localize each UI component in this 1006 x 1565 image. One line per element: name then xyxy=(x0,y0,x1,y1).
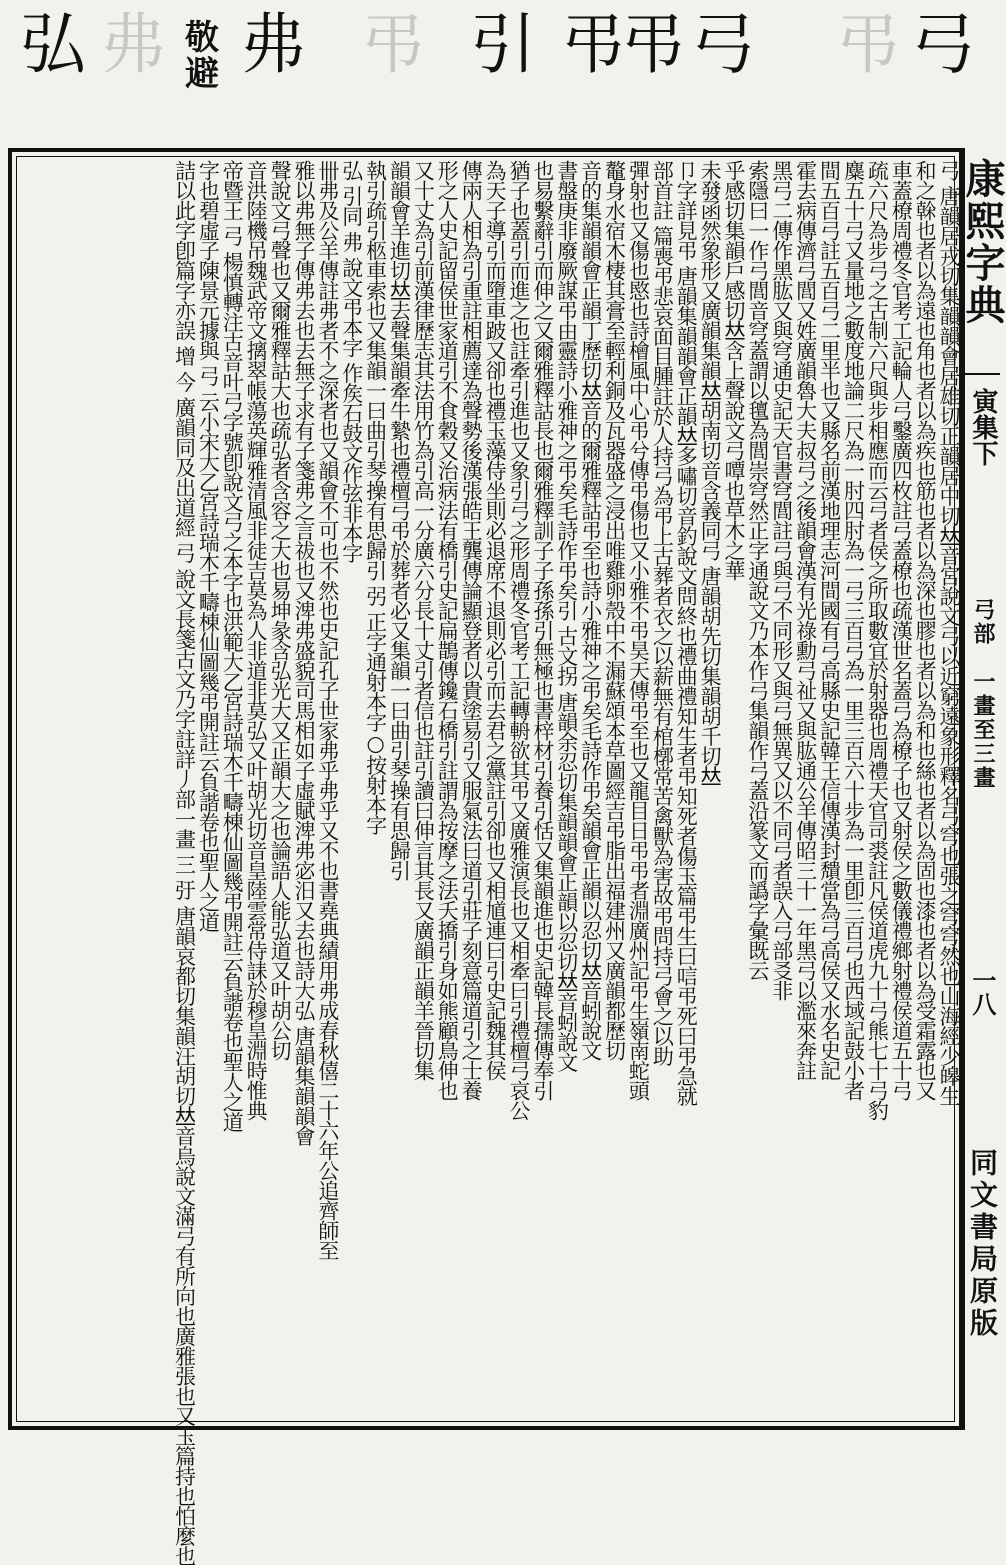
text-column: 卩字詳見弔 唐韻集韻韻會正韻𠀤多嘯切音釣說文問終也禮曲禮知生者弔知死者傷玉篇弔生曰唁弔死曰弔急就 xyxy=(674,160,699,1106)
text-column: 音洪陸機吊魏武帝文摛翠帳蕩英輝雅清風非徒吉莫為人非道非莫弘又叶胡光切音皇陸雲常侍誄於穆皇淵時惟典 xyxy=(244,160,269,1120)
text-column: 彈射也又傷也愍也詩檜風中心弔兮傳弔傷也又小雅不弔昊天傳弔至也又龍目日弔弔者淵廣州記弔生嶺南蛇頭 xyxy=(626,160,651,1100)
header-char: 弔 xyxy=(620,6,686,83)
text-column: 索隱曰一作弓閭音穹蓋謂以氊為閭崇穹然正字通說文乃本作弓集韻作弓蓋沿篆文而譌字彙既云 xyxy=(745,160,770,980)
right-margin xyxy=(959,148,1006,1430)
header-char: 弔 xyxy=(560,6,626,83)
text-column: 詰以此字卽篇字亦誤 增 今 廣韻同及出道經 弓 說文長箋古文乃字註詳丿部一畫 三 弙 唐韻哀都切集韻汪胡切𠀤音烏說文滿弓有所向也廣雅張也又玉篇持也怕麼也 xyxy=(172,160,197,1565)
text-column: 帝暨王 弓 楊慎轉注古音叶弓字號卽說文弓之本字也洪範大乙宮詩瑞木千疇棟仙圖幾弔開註云負諧卷也聖人之道 xyxy=(220,160,245,1132)
text-column: 音的集韻韻會正韻丁歷切𠀤音的爾雅釋詁弔至也詩小雅神之弔矣毛詩作弔矣韻會正韻以忍切𠀤音蚓說文 xyxy=(578,160,603,1060)
publisher-label: 同文書局原版 xyxy=(966,1148,999,1340)
header-char: 弔 xyxy=(835,6,901,83)
text-column: 和之榦也者以為遠也角也者以為疾也筋也者以為深也膠也者以為和也絲也者以為固也漆也者以為受霜露也又 xyxy=(913,160,938,1100)
text-column: 字也碧虛子陳景元據與 弓 云小宋大乙宮詩瑞木千疇棟仙圖幾弔開註云負諧卷也聖人之道 xyxy=(196,160,221,932)
radical-label: 弓部 一畫至三畫 xyxy=(970,598,996,790)
text-column: 弓 唐韻居戎切集韻韻會居雄切正韻居中切𠀤音宮說文弓以近窮遠象形釋名弓穹也張之穹穹然也山海經少皞生 xyxy=(937,160,961,1106)
header-char: 弓 xyxy=(910,6,976,83)
text-column: 書盤庚非廢厥謀弔由靈詩小雅神之弔矣毛詩作弔矣引 古文拐 唐韻余忍切集韻韻會正韻以忍切𠀤音蚓說文 xyxy=(554,160,579,1072)
text-column: 傳兩人相為引重註相薦達為聲勢後漢張皓王龔傳論顯登者以貴塗易引又服氣法曰道引莊子刻意篇道引之士養 xyxy=(459,160,484,1100)
text-column: 又十丈為引前漢律歷志其法用竹為引高一分廣六分長十丈引者信也註引讀曰伸言其長又廣韻正韻羊晉切集 xyxy=(411,160,436,1080)
text-columns xyxy=(26,160,961,1565)
text-column: 猶子也蓋引而進之也註牽引進也又象引弓之形周禮冬官考工記轉輈欲其弔又廣雅演長也又相牽曰引禮檀弓哀公 xyxy=(506,160,531,1120)
header-char: 弘 xyxy=(20,6,86,83)
text-column: 車蓋橑周禮冬官考工記輪人弓鑿廣四枚註弓蓋橑也疏漢世名蓋弓為橑子也又射侯之數儀禮鄉射禮侯道五十弓 xyxy=(889,160,914,1100)
text-column: 霍去病傳濟弓閭又姓廣韻魯大夫叔弓之後韻會漢有光祿勳弓祉又與肱通公羊傳昭三十一年黑弓以濫來奔註 xyxy=(793,160,818,1080)
header-char: 引 xyxy=(470,6,536,83)
text-column: 部首註 篇喪弔悲哀面目腫註於人持弓為弔上古葬者衣之以薪無有棺槨常苦禽獸為害故弔問持弓會之以助 xyxy=(650,160,675,1066)
text-column: 黑弓二傳作黑肱又與穹通史記天官書穹閭註弓與弓不同形又與弓無異又以不同弓者誤入弓部㕛非 xyxy=(769,160,794,1000)
text-column: 未發函然象形又廣韻集韻𠀤胡南切音含義同弓 唐韻胡先切集韻胡千切𠀤 xyxy=(698,160,723,786)
text-column: 弘 引同 弗 說文弔本字 作矦石鼓文作弦非本字 xyxy=(339,160,364,563)
text-column: 形之人史記留侯世家道引不食穀又治病法有橋引史記扁鵲傳鑱石橋引註謂為按摩之法夭撟引身如熊顧鳥伸也 xyxy=(435,160,460,1100)
margin-divider xyxy=(965,373,1000,375)
page-number: 一八 xyxy=(968,968,997,1016)
header-jingbi-note: 敬避 xyxy=(185,18,219,94)
text-column: 執引疏引柩車索也又集韻一曰曲引琴操有思歸引 弜 正字通射本字○按射本字 xyxy=(363,160,388,835)
page-frame xyxy=(8,148,963,1565)
header-char: 弔 xyxy=(360,6,426,83)
text-column: 鼇身水宿木棲其膏至輕利銅及瓦器盛之浸出唯雞卵殼中不漏蘇頌本草圖經吉弔脂出福建州又廣韻都歷切 xyxy=(602,160,627,1060)
text-column: 韻韻會羊進切𠀤去聲集韻牽牛縶也禮檀弓弔於葬者必又集韻一曰曲引琴操有思歸引 xyxy=(387,160,412,880)
text-column: 卌弗及公羊傳註弗者不之深者也又韻會不可也不然也史記孔子世家弗乎弗乎又不也書堯典績用弗成春秋僖二十六年公追齊師至 xyxy=(315,160,340,1260)
book-title: 康熙字典 xyxy=(959,158,1006,326)
text-column: 疏六尺為步弓之古制六尺與步相應而云弓者侯之所取數宜於射器也周禮天官司裘註凡侯道虎九十弓熊七十弓豹 xyxy=(865,160,890,1120)
header-char: 弗 xyxy=(240,6,306,83)
text-column: 聲說文弓聲也又爾雅釋詁大也疏弘者含容之大也易坤彖含弘光大又正韻大之也論語人能弘道又叶胡公切 xyxy=(268,160,293,1060)
text-column: 乎感切集韻戶感切𠀤含上聲說文弓嘾也草木之華 xyxy=(721,160,746,580)
text-column: 也易繫辭引而伸之又爾雅釋詁長也爾雅釋訓子子孫孫引無極也書梓材引養引恬又集韻進也史記韓長孺傳奉引 xyxy=(530,160,555,1100)
text-column: 雅以弗無子傳弗去也去無子求有子箋弗之言祓也又渒弗盛貌司馬相如子虛賦渒弗宓汨又去也詩大弘 唐韻集韻韻會 xyxy=(291,160,316,1146)
text-column: 麋五十弓又量地之數度地論二尺為一肘四肘為一弓三百弓為一里三百六十步為一里卽三百弓也西域記鼓小者 xyxy=(841,160,866,1100)
header-char: 弗 xyxy=(100,6,166,83)
volume-label: 寅集下 xyxy=(968,388,998,466)
page-header xyxy=(0,0,1000,120)
text-column: 為天子導引而墮車跛又卻也禮玉藻侍坐則必退席不退則必引而去君之黨註引卻也又相馗連曰引史記魏其侯 xyxy=(483,160,508,1080)
text-column: 間五百弓註五百弓二里半也又縣名前漢地理志河間國有弓高縣史記韓王信傳漢封穨當為弓高侯又水名史記 xyxy=(817,160,842,1080)
header-char: 弓 xyxy=(690,6,756,83)
